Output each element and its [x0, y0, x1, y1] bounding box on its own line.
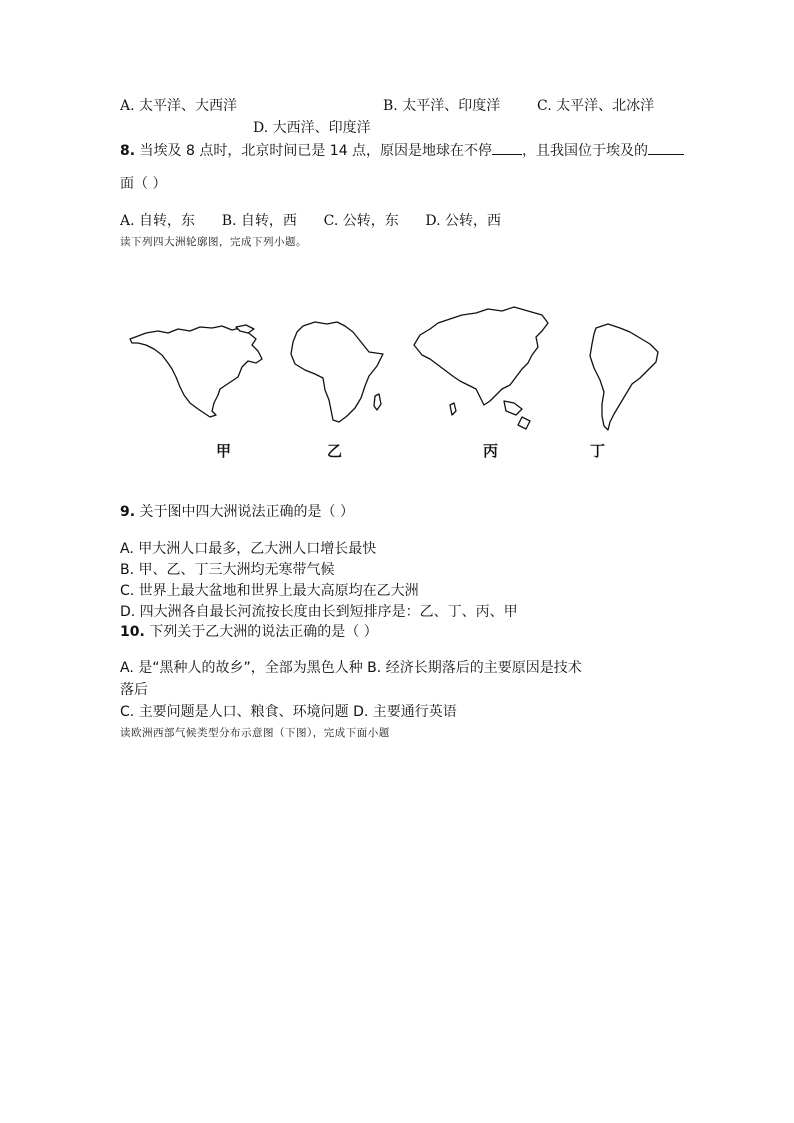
q9-option-b: B. 甲、乙、丁三大洲均无寒带气候: [120, 562, 335, 578]
q9-number: 9: [120, 504, 130, 520]
q10-stem-text: 下列关于乙大洲的说法正确的是（ ）: [149, 624, 378, 640]
q10-option-b-continued: 落后: [120, 682, 148, 698]
madagascar-outline: [374, 394, 381, 410]
q9-option-c: C. 世界上最大盆地和世界上最大高原均在乙大洲: [120, 583, 419, 599]
q10-option-ab: A. 是“黑种人的故乡”，全部为黑色人种 B. 经济长期落后的主要原因是技术: [120, 660, 582, 676]
continent-label-bing: 丙: [483, 442, 499, 460]
q7-option-c: C. 太平洋、北冰洋: [537, 98, 655, 114]
island-outline-2: [518, 417, 530, 429]
q7-option-d: D. 大西洋、印度洋: [253, 120, 371, 136]
q7-option-b: B. 太平洋、印度洋: [383, 98, 501, 114]
north-america-map: [128, 325, 273, 417]
island-outline-3: [450, 403, 456, 415]
south-america-outline: [590, 324, 658, 430]
q9-option-d: D. 四大洲各自最长河流按长度由长到短排序是：乙、丁、丙、甲: [120, 604, 518, 620]
q8-stem: 8. 当埃及 8 点时，北京时间已是 14 点，原因是地球在不停 ，且我国位于埃及的: [120, 140, 684, 160]
q8-text-3: 面（ ）: [120, 176, 167, 192]
intro-europe-climate: 读欧洲西部气候类型分布示意图（下图），完成下面小题: [120, 727, 390, 739]
q8-blank-2: [648, 140, 684, 155]
q7-option-a: A. 太平洋、大西洋: [120, 98, 238, 114]
q9-stem-text: 关于图中四大洲说法正确的是（ ）: [139, 504, 354, 520]
asia-outline: [414, 307, 548, 405]
continent-label-ding: 丁: [590, 442, 606, 460]
q9-option-a: A. 甲大洲人口最多，乙大洲人口增长最快: [120, 541, 377, 557]
continent-label-jia: 甲: [216, 442, 232, 460]
south-america-map: [588, 322, 662, 432]
q10-number: 10: [120, 624, 140, 640]
africa-outline: [291, 322, 383, 422]
q8-options: A. 自转，东 B. 自转，西 C. 公转，东 D. 公转，西: [120, 213, 502, 229]
island-outline-1: [504, 401, 522, 415]
q10-stem: 10. 下列关于乙大洲的说法正确的是（ ）: [120, 624, 378, 640]
q8-number: 8: [120, 143, 130, 159]
q9-stem: 9. 关于图中四大洲说法正确的是（ ）: [120, 504, 354, 520]
q8-blank-1: [492, 140, 522, 155]
asia-map: [410, 305, 550, 433]
q10-option-cd: C. 主要问题是人口、粮食、环境问题 D. 主要通行英语: [120, 704, 457, 720]
intro-continent-outline: 读下列四大洲轮廓图，完成下列小题。: [120, 236, 307, 248]
q8-text-2: ，且我国位于埃及的: [522, 143, 649, 159]
north-america-outline: [130, 326, 262, 417]
africa-map: [289, 320, 389, 425]
q8-text-1: 当埃及 8 点时，北京时间已是 14 点，原因是地球在不停: [139, 143, 493, 159]
continent-label-yi: 乙: [327, 442, 343, 460]
